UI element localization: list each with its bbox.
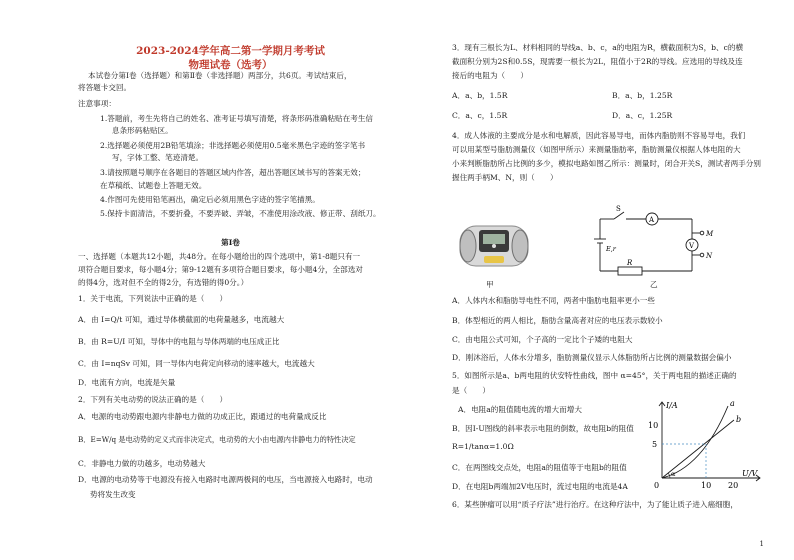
circuit-label-voltmeter: V — [689, 242, 695, 250]
page-number: 1 — [759, 540, 764, 548]
circuit-label-source: E,r — [606, 245, 616, 253]
section-desc: 项符合题目要求，每小题4分；第9-12题有多项符合题目要求，每小题4分，全部选对 — [78, 265, 363, 274]
section-desc: 的得4分，选对但不全的得2分，有选错的得0分。） — [78, 278, 249, 287]
iu-graph — [642, 398, 767, 490]
q2-option-d-cont: 势将发生改变 — [90, 490, 136, 499]
q2-option-c: C．非静电力做的功越多，电动势越大 — [78, 459, 206, 468]
circuit-label-switch: S — [616, 205, 621, 213]
notice-item: 在草稿纸、试题卷上答题无效。 — [100, 181, 207, 190]
notice-item: 1.答题前，考生先将自己的姓名、准考证号填写清楚，将条形码准确粘贴在考生信 — [100, 114, 374, 123]
q2-option-a: A．电源的电动势跟电源内非静电力做的功成正比，跟通过的电荷量成反比 — [78, 412, 327, 421]
fat-analyzer-illustration — [458, 216, 530, 276]
notice-item: 2.选择题必须使用2B铅笔填涂；非选择题必须使用0.5毫米黑色字迹的签字笔书 — [100, 141, 366, 150]
x-tick: 0 — [654, 481, 660, 490]
q4-stem: 握住两手柄M、N，则（ ） — [452, 173, 558, 182]
q5-option-b-formula: R=1/tanα=1.0Ω — [452, 442, 514, 451]
y-tick: 10 — [648, 421, 659, 430]
q5-option-d: D．在电阻b两端加2V电压时，流过电阻的电流是4A — [452, 482, 628, 491]
notice-title: 注意事项： — [78, 99, 116, 108]
intro-line: 将答题卡交回。 — [78, 83, 132, 92]
curve-a-label: a — [730, 399, 735, 408]
figure-label-b: 乙 — [650, 280, 658, 289]
q1-stem: 1．关于电流，下列说法中正确的是（ ） — [78, 294, 228, 303]
q4-option-c: C．由电阻公式可知，个子高的一定比个子矮的电阻大 — [452, 335, 633, 344]
q4-stem: 可以用某型号脂肪测量仪（如图甲所示）来测量脂肪率，脂肪测量仪根据人体电阻的大 — [452, 145, 741, 154]
q4-option-b: B．体型相近的两人相比，脂肪含量高者对应的电压表示数较小 — [452, 316, 663, 325]
q3-option-c: C．a、c，1.5R — [452, 111, 508, 120]
q4-option-d: D．刚沐浴后，人体水分增多，脂肪测量仪显示人体脂肪所占比例的测量数据会偏小 — [452, 353, 732, 362]
y-axis-label: I/A — [666, 401, 678, 410]
circuit-label-ammeter: A — [649, 216, 655, 224]
q5-stem: 是（ ） — [452, 386, 490, 395]
circuit-label-n: N — [706, 252, 713, 260]
q2-option-d: D．电源的电动势等于电源没有接入电路时电源两极间的电压，当电源接入电路时，电动 — [78, 475, 373, 484]
q3-option-d: D．a、c，1.25R — [612, 111, 673, 120]
q1-option-b: B．由 R=U/I 可知，导体中的电阻与导体两端的电压成正比 — [78, 337, 280, 346]
q3-stem: 3．现有三根长为L、材料相同的导线a、b、c，a的电阻为R，横截面积为S，b、c的横 — [452, 43, 744, 52]
y-tick: 5 — [652, 440, 658, 449]
q5-option-c: C．在两图线交点处，电阻a的阻值等于电阻b的阻值 — [452, 463, 627, 472]
x-tick: 10 — [701, 481, 712, 490]
exam-subtitle: 物理试卷（选考） — [188, 59, 273, 71]
q4-stem: 4．成人体液的主要成分是水和电解质，因此容易导电，而体内脂肪则不容易导电，我们 — [452, 131, 746, 140]
notice-item: 写，字体工整、笔迹清楚。 — [112, 153, 204, 162]
notice-item: 4.作图可先使用铅笔画出，确定后必须用黑色字迹的签字笔描黑。 — [100, 195, 320, 204]
q3-stem: 截面积分别为2S和0.5S，现需要一根长为2L，阻值小于2R的导线。应选用的导线及连 — [452, 57, 743, 66]
notice-item: 息条形码粘贴区。 — [112, 126, 173, 135]
q1-option-c: C．由 I=nqSv 可知，同一导体内电荷定向移动的速率越大，电流越大 — [78, 359, 315, 368]
q4-option-a: A．人体内水和脂肪导电性不同，两者中脂肪电阻率更小一些 — [452, 296, 655, 305]
section-desc: 一、选择题（本题共12小题，共48分。在每小题给出的四个选项中，第1-8题只有一 — [78, 252, 361, 261]
figure-label-a: 甲 — [486, 280, 494, 289]
q5-stem: 5．如图所示是a、b两电阻的伏安特性曲线，图中 α=45°，关于两电阻的描述正确的 — [452, 371, 737, 380]
x-tick: 20 — [728, 481, 739, 490]
q4-stem: 小来判断脂肪所占比例的多少，模拟电路如图乙所示：测量时，闭合开关S，测试者两手分别 — [452, 159, 761, 168]
q1-option-d: D．电流有方向，电流是矢量 — [78, 378, 176, 387]
intro-line: 本试卷分第Ⅰ卷（选择题）和第Ⅱ卷（非选择题）两部分，共6页。考试结束后， — [88, 71, 352, 80]
exam-title: 2023-2024学年高二第一学期月考考试 — [136, 45, 325, 57]
q2-option-b: B．E=W/q 是电动势的定义式而非决定式，电动势的大小由电源内非静电力的特性决定 — [78, 435, 356, 444]
q3-stem: 接后的电阻为（ ） — [452, 71, 528, 80]
curve-b-label: b — [736, 415, 742, 424]
angle-label: α — [671, 470, 676, 478]
q5-option-b: B．因I-U图线的斜率表示电阻的倒数，故电阻b的阻值 — [452, 424, 634, 433]
x-axis-label: U/V — [742, 469, 758, 478]
notice-item: 5.保持卡面清洁，不要折叠，不要弄破、弄皱，不准使用涂改液、修正带、刮纸刀。 — [100, 209, 381, 218]
circuit-label-m: M — [706, 230, 714, 238]
circuit-label-resistor: R — [627, 259, 633, 267]
q1-option-a: A．由 I=Q/t 可知，通过导体横截面的电荷量越多，电流越大 — [78, 315, 285, 324]
q6-stem: 6．某些肿瘤可以用“质子疗法”进行治疗。在这种疗法中，为了能让质子进入癌细胞， — [452, 500, 738, 509]
q5-option-a: A．电阻a的阻值随电流的增大而增大 — [458, 405, 582, 414]
q3-option-b: B．a、b，1.25R — [612, 91, 673, 100]
circuit-diagram — [592, 205, 712, 283]
q2-stem: 2．下列有关电动势的说法正确的是（ ） — [78, 395, 228, 404]
q3-option-a: A．a、b，1.5R — [452, 91, 508, 100]
section-heading: 第Ⅰ卷 — [221, 238, 240, 247]
notice-item: 3.请按照题号顺序在各题目的答题区域内作答，超出答题区域书写的答案无效； — [100, 168, 366, 177]
